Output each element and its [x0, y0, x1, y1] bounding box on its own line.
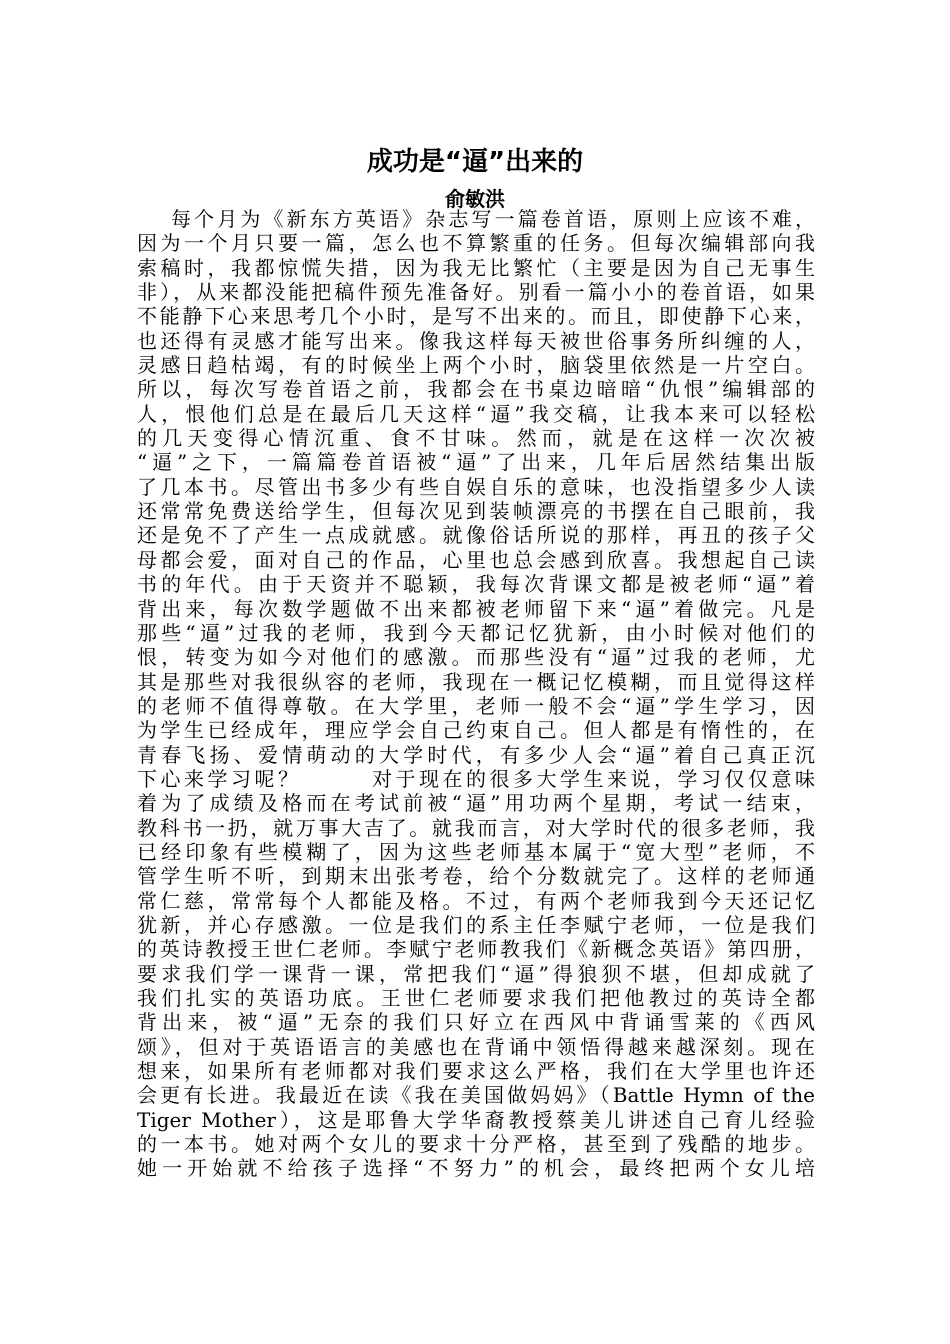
body-line: 教科书一扔，就万事大吉了。就我而言，对大学时代的很多老师，我 [137, 815, 815, 840]
body-line: “逼”之下，一篇篇卷首语被“逼”了出来，几年后居然结集出版 [137, 450, 815, 475]
body-line: 的一本书。她对两个女儿的要求十分严格，甚至到了残酷的地步。 [137, 1132, 815, 1157]
article-body [137, 207, 815, 1181]
body-line: 人，恨他们总是在最后几天这样“逼”我交稿，让我本来可以轻松 [137, 401, 815, 426]
body-line: 管学生听不听，到期末出张考卷，给个分数就完了。这样的老师通 [137, 864, 815, 889]
body-line: 我们扎实的英语功底。王世仁老师要求我们把他教过的英诗全都 [137, 986, 815, 1010]
body-line: 的老师不值得尊敬。在大学里，老师一般不会“逼”学生学习，因 [137, 693, 815, 718]
body-line: 书的年代。由于天资并不聪颖，我每次背课文都是被老师“逼”着 [137, 572, 815, 597]
body-line: 母都会爱，面对自己的作品，心里也总会感到欣喜。我想起自己读 [137, 547, 815, 572]
article-title: 成功是“逼”出来的 [366, 147, 584, 177]
body-line: 索稿时，我都惊慌失措，因为我无比繁忙（主要是因为自己无事生 [137, 255, 815, 280]
body-line: 下心来学习呢？ 对于现在的很多大学生来说，学习仅仅意味 [137, 766, 815, 791]
body-line: 那些“逼”过我的老师，我到今天都记忆犹新，由小时候对他们的 [137, 620, 815, 645]
body-line: 已经印象有些模糊了，因为这些老师基本属于“宽大型”老师，不 [137, 839, 815, 864]
body-line: 因为一个月只要一篇，怎么也不算繁重的任务。但每次编辑部向我 [137, 231, 815, 256]
body-line: 了几本书。尽管出书多少有些自娱自乐的意味，也没指望多少人读 [137, 474, 815, 499]
body-line: 她一开始就不给孩子选择“不努力”的机会，最终把两个女儿培 [137, 1156, 815, 1181]
body-line: 要求我们学一课背一课，常把我们“逼”得狼狈不堪，但却成就了 [137, 961, 815, 986]
body-line: 还是免不了产生一点成就感。就像俗话所说的那样，再丑的孩子父 [137, 523, 815, 548]
body-line: Tiger Mother），这是耶鲁大学华裔教授蔡美儿讲述自己育儿经验 [137, 1107, 815, 1132]
body-line: 背出来，被“逼”无奈的我们只好立在西风中背诵雪莱的《西风 [137, 1010, 815, 1035]
body-line: 背出来，每次数学题做不出来都被老师留下来“逼”着做完。凡是 [137, 596, 815, 621]
body-line: 为学生已经成年，理应学会自己约束自己。但人都是有惰性的，在 [137, 718, 815, 743]
body-line: 每个月为《新东方英语》杂志写一篇卷首语，原则上应该不难， [171, 207, 815, 231]
body-line: 不能静下心来思考几个小时，是写不出来的。而且，即使静下心来， [137, 304, 815, 329]
body-line: 其是那些对我很纵容的老师，我现在一概记忆模糊，而且觉得这样 [137, 669, 815, 694]
body-line: 也还得有灵感才能写出来。像我这样每天被世俗事务所纠缠的人， [137, 328, 815, 353]
body-line: 颂》，但对于英语语言的美感也在背诵中领悟得越来越深刻。现在 [137, 1034, 815, 1059]
body-line: 所以，每次写卷首语之前，我都会在书桌边暗暗“仇恨”编辑部的 [137, 377, 815, 402]
body-line: 会更有长进。我最近在读《我在美国做妈妈》（Battle Hymn of the [137, 1083, 815, 1108]
body-line: 的英诗教授王世仁老师。李赋宁老师教我们《新概念英语》第四册， [137, 937, 815, 962]
body-line: 非），从来都没能把稿件预先准备好。别看一篇小小的卷首语，如果 [137, 280, 815, 305]
body-line: 恨，转变为如今对他们的感激。而那些没有“逼”过我的老师，尤 [137, 645, 815, 670]
body-line: 灵感日趋枯竭，有的时候坐上两个小时，脑袋里依然是一片空白。 [137, 353, 815, 378]
body-line: 犹新，并心存感激。一位是我们的系主任李赋宁老师，一位是我们 [137, 912, 815, 937]
body-line: 想来，如果所有老师都对我们要求这么严格，我们在大学里也许还 [137, 1059, 815, 1084]
body-line: 着为了成绩及格而在考试前被“逼”用功两个星期，考试一结束， [137, 791, 815, 816]
body-line: 青春飞扬、爱情萌动的大学时代，有多少人会“逼”着自己真正沉 [137, 742, 815, 767]
body-line: 的几天变得心情沉重、食不甘味。然而，就是在这样一次次被 [137, 426, 815, 451]
article-author: 俞敏洪 [445, 187, 505, 211]
body-line: 还常常免费送给学生，但每次见到装帧漂亮的书摆在自己眼前，我 [137, 499, 815, 524]
body-line: 常仁慈，常常每个人都能及格。不过，有两个老师我到今天还记忆 [137, 888, 815, 913]
